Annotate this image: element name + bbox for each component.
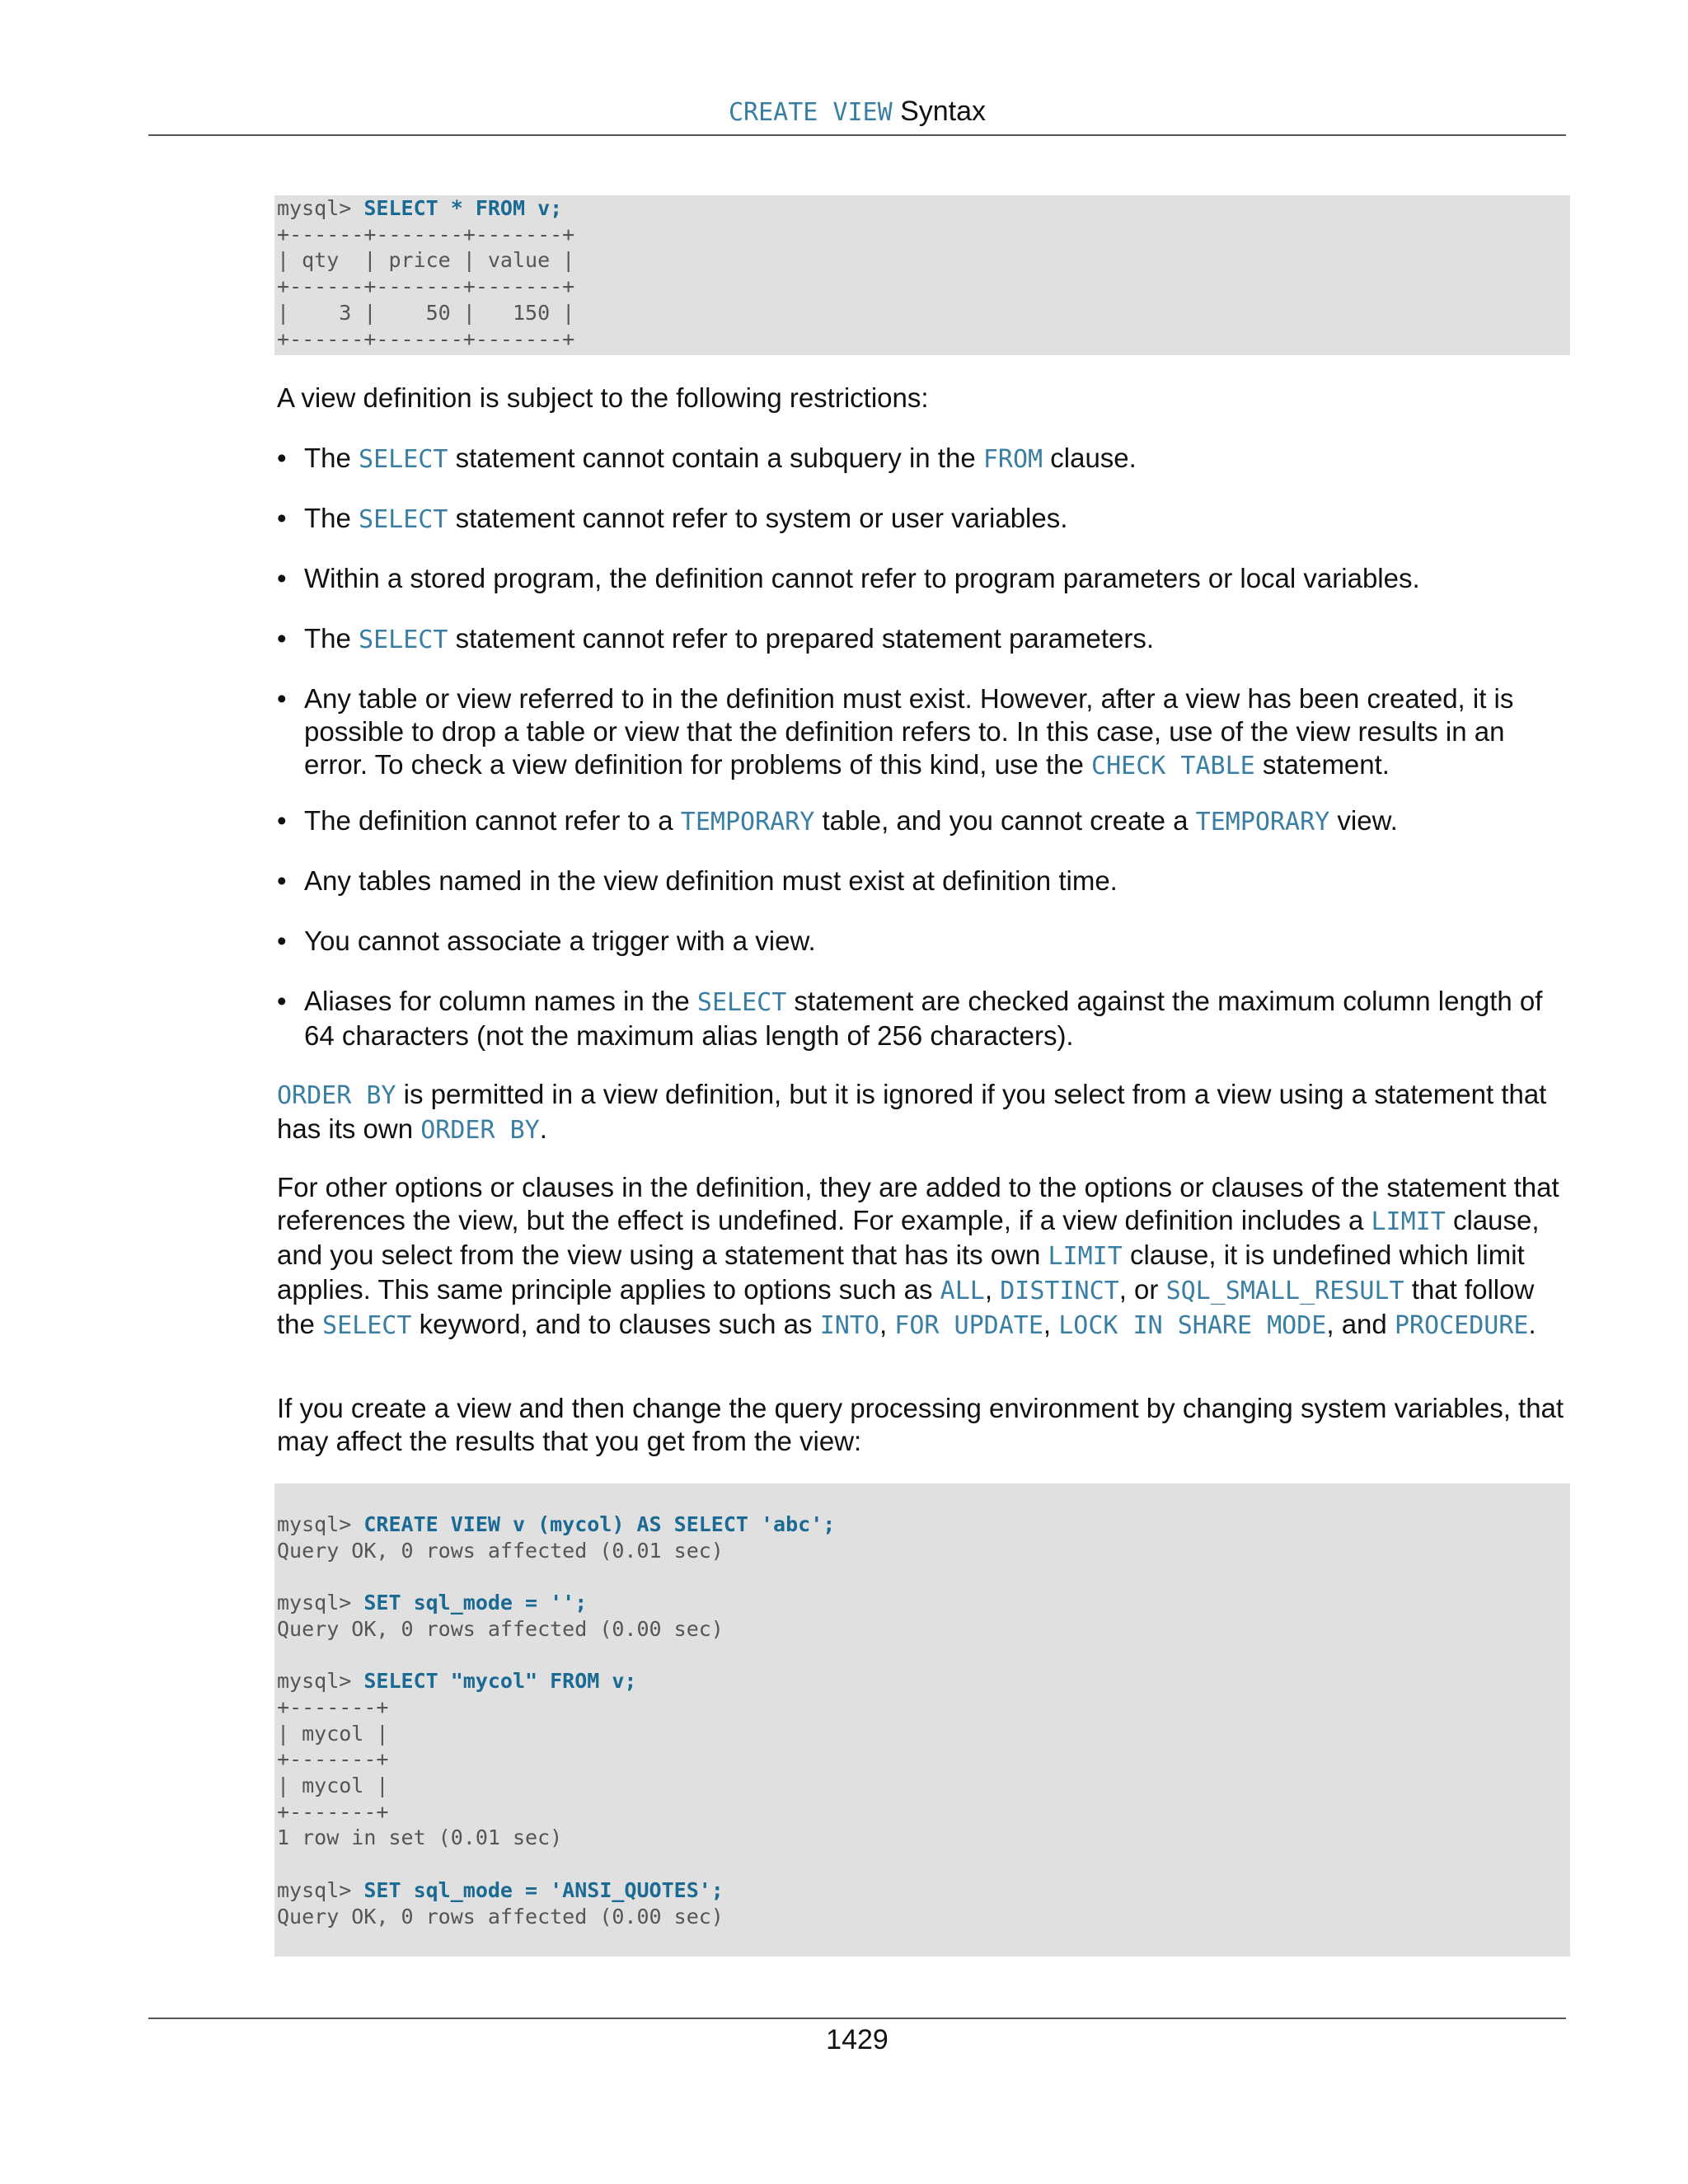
text: For other options or clauses in the definition, they are added to the options or clauses of the statement that references the view, but the effect is undefined. For example, if a view definition includes a — [277, 1172, 1559, 1235]
list-item — [277, 925, 1571, 958]
text: You cannot associate a trigger with a view. — [304, 926, 816, 956]
bullet-icon: • — [277, 865, 287, 896]
code-command: SET sql_mode = ''; — [363, 1591, 588, 1615]
header-text: Syntax — [892, 96, 987, 127]
code-literal: LIMIT — [1048, 1242, 1123, 1271]
text: clause. — [1043, 443, 1137, 473]
code-literal: PROCEDURE — [1394, 1311, 1529, 1340]
code-literal: SELECT — [359, 505, 448, 534]
text: The — [304, 443, 359, 473]
text: The definition cannot refer to a — [304, 805, 681, 836]
code-literal: SELECT — [696, 988, 787, 1017]
text: , — [984, 1274, 1001, 1305]
code-block-sql-mode — [274, 1483, 1570, 1957]
code-block-select — [274, 195, 1570, 355]
list-item — [277, 442, 1571, 476]
code-literal: FOR UPDATE — [894, 1311, 1043, 1340]
code-prompt: mysql> — [277, 1877, 364, 1902]
environment-paragraph: If you create a view and then change the query processing environment by changing system variables, that may affect the results that you get from the view: — [277, 1393, 1564, 1456]
text: The — [304, 503, 359, 533]
text: view. — [1329, 805, 1398, 836]
text: , — [1043, 1309, 1059, 1339]
code-literal: SELECT — [322, 1311, 412, 1340]
code-literal: LIMIT — [1371, 1207, 1446, 1236]
bullet-icon: • — [277, 683, 287, 714]
code-prompt: mysql> — [277, 1512, 364, 1536]
code-literal: ORDER BY — [420, 1116, 540, 1145]
code-prompt: mysql> — [277, 196, 364, 220]
list-item — [277, 682, 1571, 783]
text: , and — [1326, 1309, 1395, 1339]
bullet-icon: • — [277, 805, 287, 836]
code-literal: ALL — [940, 1277, 985, 1305]
list-item — [277, 502, 1571, 537]
code-output: +-------+ | mycol | +-------+ | mycol | +-------+ 1 row in set (0.01 sec) — [277, 1694, 563, 1850]
code-command: SET sql_mode = 'ANSI_QUOTES'; — [363, 1877, 724, 1902]
code-literal: SELECT — [359, 445, 448, 474]
code-output: Query OK, 0 rows affected (0.00 sec) — [277, 1616, 724, 1641]
bullet-icon: • — [277, 986, 287, 1016]
text: clause, it is undefined which limit applies. This same principle applies to options such as — [277, 1240, 1525, 1305]
text: . — [1528, 1309, 1536, 1339]
bullet-icon: • — [277, 623, 287, 654]
text: The — [304, 623, 359, 654]
code-output: +------+-------+-------+ | qty | price | value | +------+-------+-------+ | 3 | 50 | 150 | +------+-------+-------+ — [277, 222, 575, 351]
code-prompt: mysql> — [277, 1669, 364, 1694]
text: Any tables named in the view definition must exist at definition time. — [304, 865, 1118, 896]
text: clause, and you select from the view using a statement that has its own — [277, 1205, 1540, 1270]
list-item — [277, 562, 1571, 595]
text: , — [879, 1309, 895, 1339]
code-literal: DISTINCT — [1000, 1277, 1119, 1305]
bullet-icon: • — [277, 443, 287, 473]
text: statement. — [1254, 749, 1390, 780]
page-header — [148, 92, 1566, 132]
code-literal: LOCK IN SHARE MODE — [1058, 1311, 1327, 1340]
text: Within a stored program, the definition cannot refer to program parameters or local variables. — [304, 563, 1420, 593]
text: , or — [1118, 1274, 1166, 1305]
list-item — [277, 865, 1571, 898]
code-literal: SQL_SMALL_RESULT — [1165, 1277, 1404, 1305]
text: statement are checked against the maximum column length of 64 characters (not the maximum alias length of 256 characters). — [304, 986, 1543, 1051]
code-literal: CHECK TABLE — [1091, 752, 1255, 780]
bullet-icon: • — [277, 503, 287, 533]
text: statement cannot contain a subquery in the — [448, 443, 983, 473]
text: . — [539, 1113, 547, 1144]
code-command: CREATE VIEW v (mycol) AS SELECT 'abc'; — [363, 1512, 836, 1536]
code-literal: TEMPORARY — [1195, 808, 1330, 837]
list-item — [277, 622, 1571, 657]
options-paragraph — [277, 1171, 1571, 1343]
code-literal: ORDER BY — [277, 1081, 396, 1110]
code-literal: TEMPORARY — [680, 808, 815, 837]
header-literal: CREATE VIEW — [728, 98, 893, 127]
text: statement cannot refer to system or user variables. — [448, 503, 1068, 533]
code-literal: INTO — [819, 1311, 879, 1340]
orderby-paragraph — [277, 1078, 1571, 1147]
text: is permitted in a view definition, but it is ignored if you select from a view using a statement that has its own — [277, 1079, 1547, 1144]
bullet-icon: • — [277, 563, 287, 593]
header-rule — [148, 134, 1566, 136]
text: statement cannot refer to prepared statement parameters. — [448, 623, 1155, 654]
code-command: SELECT "mycol" FROM v; — [363, 1669, 637, 1694]
code-output: Query OK, 0 rows affected (0.01 sec) — [277, 1538, 724, 1563]
code-prompt: mysql> — [277, 1591, 364, 1615]
bullet-icon: • — [277, 926, 287, 956]
text: that follow the — [277, 1274, 1535, 1339]
list-item — [277, 985, 1571, 1052]
code-literal: SELECT — [359, 626, 448, 654]
code-literal: FROM — [982, 445, 1043, 474]
text: table, and you cannot create a — [814, 805, 1196, 836]
text: Any table or view referred to in the definition must exist. However, after a view has been created, it is possible to drop a table or view that the definition refers to. In this case, use of the view results in an error. To check a view definition for problems of this kind, use the — [304, 683, 1514, 780]
intro-paragraph: A view definition is subject to the following restrictions: — [277, 382, 929, 413]
page-number: 1429 — [826, 2024, 889, 2055]
text: Aliases for column names in the — [304, 986, 697, 1016]
code-command: SELECT * FROM v; — [363, 196, 563, 220]
text: keyword, and to clauses such as — [411, 1309, 820, 1339]
list-item — [277, 804, 1571, 839]
code-output: Query OK, 0 rows affected (0.00 sec) — [277, 1904, 724, 1929]
